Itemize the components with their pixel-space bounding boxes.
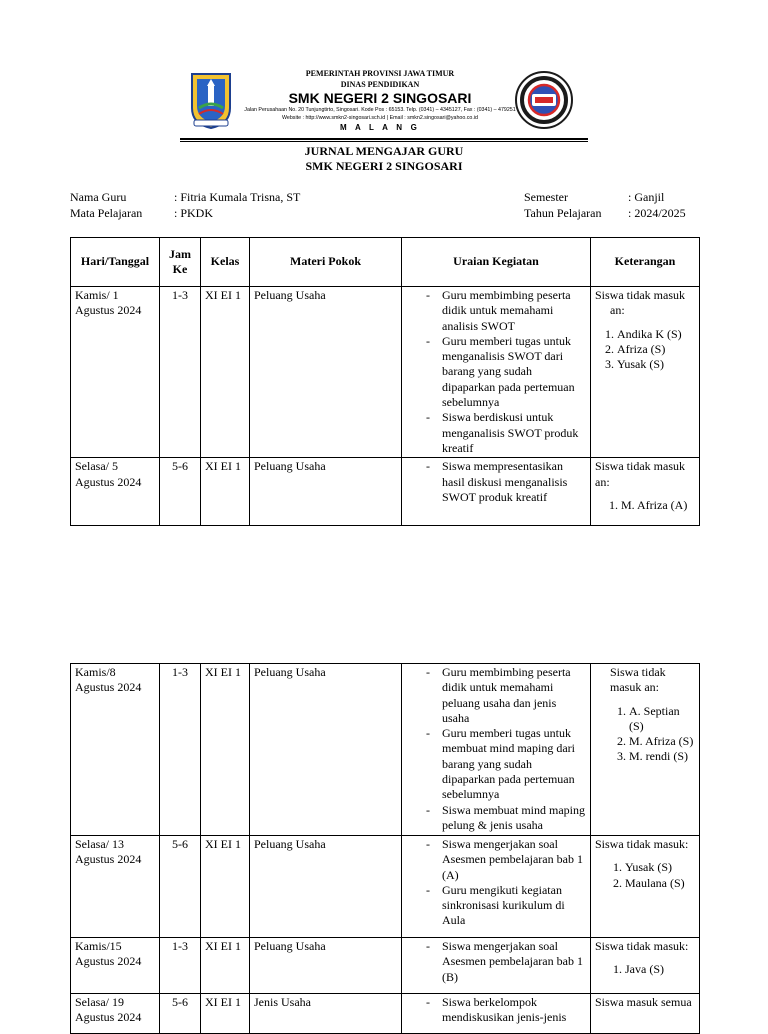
absent-student: 2. Afriza (S) [617,342,695,357]
absence-list [595,327,695,373]
cell-materi: Peluang Usaha [250,458,402,526]
teacher-label: Nama Guru [70,190,127,204]
absence-list [595,498,695,513]
cell-keterangan [591,664,700,836]
cell-jam: 5-6 [160,994,201,1034]
cell-day: Kamis/8 Agustus 2024 [71,664,160,836]
activity-item: - Siswa mengerjakan soal Asesmen pembelajaran bab 1 (A) [406,837,586,883]
cell-kelas: XI EI 1 [201,287,250,458]
cell-kelas: XI EI 1 [201,458,250,526]
east-java-emblem-logo [188,70,234,130]
cell-kelas: XI EI 1 [201,994,250,1034]
activity-item: - Guru mengikuti kegiatan sinkronisasi kurikulum di Aula [406,883,586,929]
activity-item: - Guru membimbing peserta didik untuk memahami peluang usaha dan jenis usaha [406,665,586,726]
absence-list [595,962,695,977]
absence-title: Siswa masuk semua [595,995,692,1009]
cell-keterangan [591,836,700,938]
cell-day: Selasa/ 13 Agustus 2024 [71,836,160,938]
school-address: Jalan Perusahaan No. 20 Tunjungtirto, Singosari. Kode Pos : 65153. Telp. (0341) – 4345127, Fax : (0341) – 479251 [244,107,516,113]
activity-item: - Siswa berdiskusi untuk menganalisis SWOT produk kreatif [406,410,586,456]
absence-list [595,704,695,765]
letterhead-rule-thin [180,141,588,142]
cell-day: Selasa/ 19 Agustus 2024 [71,994,160,1034]
table-row [71,836,700,938]
document-title: JURNAL MENGAJAR GURU [304,144,464,158]
activity-item: - Siswa mengerjakan soal Asesmen pembelajaran bab 1 (B) [406,939,586,985]
school-contact: Website : http://www.smkn2-singosari.sch.id | Email : smkn2.singosari@yahoo.co.id [282,115,478,121]
cell-jam: 1-3 [160,287,201,458]
header-keterangan: Keterangan [591,238,700,287]
cell-materi: Peluang Usaha [250,836,402,938]
cell-uraian [402,938,591,994]
school-logo [514,70,574,130]
cell-kelas: XI EI 1 [201,938,250,994]
absent-student: 2. M. Afriza (S) [629,734,695,749]
absence-title: Siswa tidak masuk: [595,939,689,953]
cell-materi: Peluang Usaha [250,938,402,994]
cell-keterangan [591,458,700,526]
activity-item: - Guru memberi tugas untuk membuat mind maping dari barang yang sudah dipaparkan pada pertemuan sebelumnya [406,726,586,802]
cell-uraian [402,664,591,836]
cell-keterangan [591,938,700,994]
subject-value: : PKDK [174,206,214,220]
activity-item: - Guru membimbing peserta didik untuk memahami analisis SWOT [406,288,586,334]
cell-day: Kamis/ 1 Agustus 2024 [71,287,160,458]
absent-student: 3. M. rendi (S) [629,749,695,764]
absent-student: 2. Maulana (S) [625,876,695,891]
cell-keterangan [591,287,700,458]
header-kelas: Kelas [201,238,250,287]
absence-title: Siswa tidak masuk [595,288,685,302]
table-row [71,664,700,836]
cell-day: Kamis/15 Agustus 2024 [71,938,160,994]
activity-item: - Siswa membuat mind maping pelung & jenis usaha [406,803,586,834]
teacher-value: : Fitria Kumala Trisna, ST [174,190,301,204]
header-uraian: Uraian Kegiatan [402,238,591,287]
cell-materi: Jenis Usaha [250,994,402,1034]
cell-materi: Peluang Usaha [250,287,402,458]
absent-student: 1. M. Afriza (A) [621,498,695,513]
year-value: : 2024/2025 [628,206,686,220]
table-row [71,938,700,994]
table-header-row [71,238,700,287]
semester-label: Semester [524,190,568,204]
school-city: M A L A N G [339,123,421,132]
cell-kelas: XI EI 1 [201,664,250,836]
absent-student: 1. Andika K (S) [617,327,695,342]
absence-list [595,860,695,891]
letterhead-text [230,68,530,133]
cell-keterangan [591,994,700,1034]
cell-uraian [402,458,591,526]
absence-title-cont: an: [595,474,610,489]
cell-uraian [402,836,591,938]
absence-title: Siswa tidak masuk: [595,837,689,851]
absence-title: Siswa tidak [610,665,666,679]
header-materi: Materi Pokok [250,238,402,287]
header-day: Hari/Tanggal [71,238,160,287]
table-row [71,458,700,526]
activity-item: - Siswa mempresentasikan hasil diskusi menganalisis SWOT produk kreatif [406,459,586,505]
letterhead [180,62,588,142]
subject-label: Mata Pelajaran [70,206,143,220]
journal-table-part-1 [70,237,700,526]
letterhead-rule-thick [180,138,588,140]
department-name: DINAS PENDIDIKAN [340,80,420,89]
absent-student: 3. Yusak (S) [617,357,695,372]
government-name: PEMERINTAH PROVINSI JAWA TIMUR [305,69,455,78]
cell-materi: Peluang Usaha [250,664,402,836]
document-subtitle: SMK NEGERI 2 SINGOSARI [305,159,463,173]
absence-title-cont: masuk an: [610,680,659,695]
semester-value: : Ganjil [628,190,665,204]
school-name: SMK NEGERI 2 SINGOSARI [288,90,472,106]
cell-kelas: XI EI 1 [201,836,250,938]
header-jam: Jam Ke [160,238,201,287]
absence-title-cont: an: [610,303,625,318]
absent-student: 1. Java (S) [625,962,695,977]
cell-jam: 1-3 [160,938,201,994]
absent-student: 1. Yusak (S) [625,860,695,875]
absent-student: 1. A. Septian (S) [629,704,695,735]
cell-uraian [402,994,591,1034]
activity-item: - Siswa berkelompok mendiskusikan jenis-jenis [406,995,586,1026]
cell-jam: 5-6 [160,458,201,526]
absence-title: Siswa tidak masuk [595,459,685,474]
cell-uraian [402,287,591,458]
cell-jam: 5-6 [160,836,201,938]
cell-day: Selasa/ 5 Agustus 2024 [71,458,160,526]
activity-item: - Guru memberi tugas untuk menganalisis SWOT dari barang yang sudah dipaparkan pada pertemuan sebelumnya [406,334,586,410]
table-row [71,287,700,458]
table-row [71,994,700,1034]
journal-table-part-2 [70,663,700,1034]
year-label: Tahun Pelajaran [524,206,602,220]
cell-jam: 1-3 [160,664,201,836]
